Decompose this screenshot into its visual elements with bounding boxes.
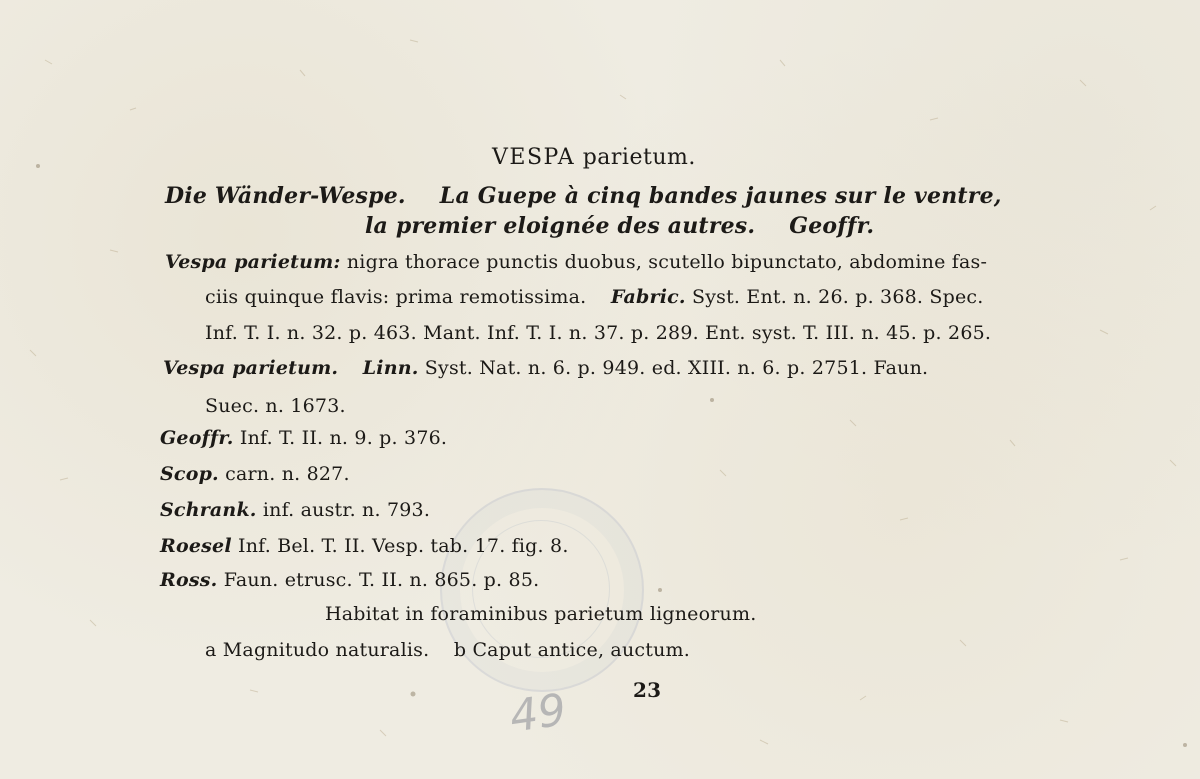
reference-geoffroy	[160, 427, 447, 449]
reference-scopoli	[160, 463, 350, 485]
figure-caption-b: b Caput antice, auctum.	[453, 639, 690, 661]
species-name: parietum.	[582, 145, 696, 170]
reference-text: Inf. T. II. n. 9. p. 376.	[239, 427, 448, 449]
reference-author: Geoffr.	[160, 427, 234, 449]
reference-fabricius	[165, 251, 987, 273]
pencil-annotation: 49	[506, 684, 570, 743]
reference-roesel	[160, 535, 569, 557]
vernacular-names-line-2	[365, 213, 874, 239]
reference-fabricius-cont	[205, 286, 984, 308]
reference-sub-author: Linn.	[362, 357, 419, 379]
reference-linnaeus-cont	[205, 395, 346, 417]
genus-name: VESPA	[492, 145, 576, 170]
reference-schrank	[160, 499, 430, 521]
reference-author: Vespa parietum:	[165, 251, 341, 273]
figure-caption-a: a Magnitudo naturalis.	[205, 639, 430, 661]
reference-author: Fabric.	[610, 286, 686, 308]
french-name-part-2: la premier eloignée des autres.	[365, 213, 756, 239]
reference-author: Scop.	[160, 463, 219, 485]
species-title	[492, 145, 696, 170]
page-number: 23	[633, 678, 662, 702]
reference-text: inf. austr. n. 793.	[262, 499, 431, 521]
habitat-note: Habitat in foraminibus parietum ligneorum.	[325, 603, 757, 625]
reference-text: ciis quinque flavis: prima remotissima.	[205, 286, 587, 308]
reference-text: nigra thorace punctis duobus, scutello bipunctato, abdomine fas-	[346, 251, 988, 273]
figure-captions	[205, 639, 690, 661]
reference-text: Inf. T. I. n. 32. p. 463. Mant. Inf. T. I. n. 37. p. 289. Ent. syst. T. III. n. 45. p. 265.	[205, 322, 992, 344]
reference-text: carn. n. 827.	[225, 463, 350, 485]
reference-text: Syst. Nat. n. 6. p. 949. ed. XIII. n. 6. p. 2751. Faun.	[424, 357, 929, 379]
german-name: Die Wänder-Wespe.	[165, 183, 406, 209]
reference-rossi	[160, 569, 539, 591]
reference-fabricius-cont-2	[205, 322, 991, 344]
reference-linnaeus	[163, 357, 928, 379]
french-name-author: Geoffr.	[789, 213, 875, 239]
reference-text: Suec. n. 1673.	[205, 395, 346, 417]
reference-author: Roesel	[160, 535, 232, 557]
vernacular-names-line-1	[165, 183, 1002, 209]
reference-text: Inf. Bel. T. II. Vesp. tab. 17. fig. 8.	[238, 535, 569, 557]
reference-author: Vespa parietum.	[163, 357, 339, 379]
reference-author: Ross.	[160, 569, 218, 591]
reference-author: Schrank.	[160, 499, 257, 521]
reference-text: Syst. Ent. n. 26. p. 368. Spec.	[692, 286, 984, 308]
reference-text: Faun. etrusc. T. II. n. 865. p. 85.	[223, 569, 540, 591]
french-name-part-1: La Guepe à cinq bandes jaunes sur le ventre,	[439, 183, 1002, 209]
